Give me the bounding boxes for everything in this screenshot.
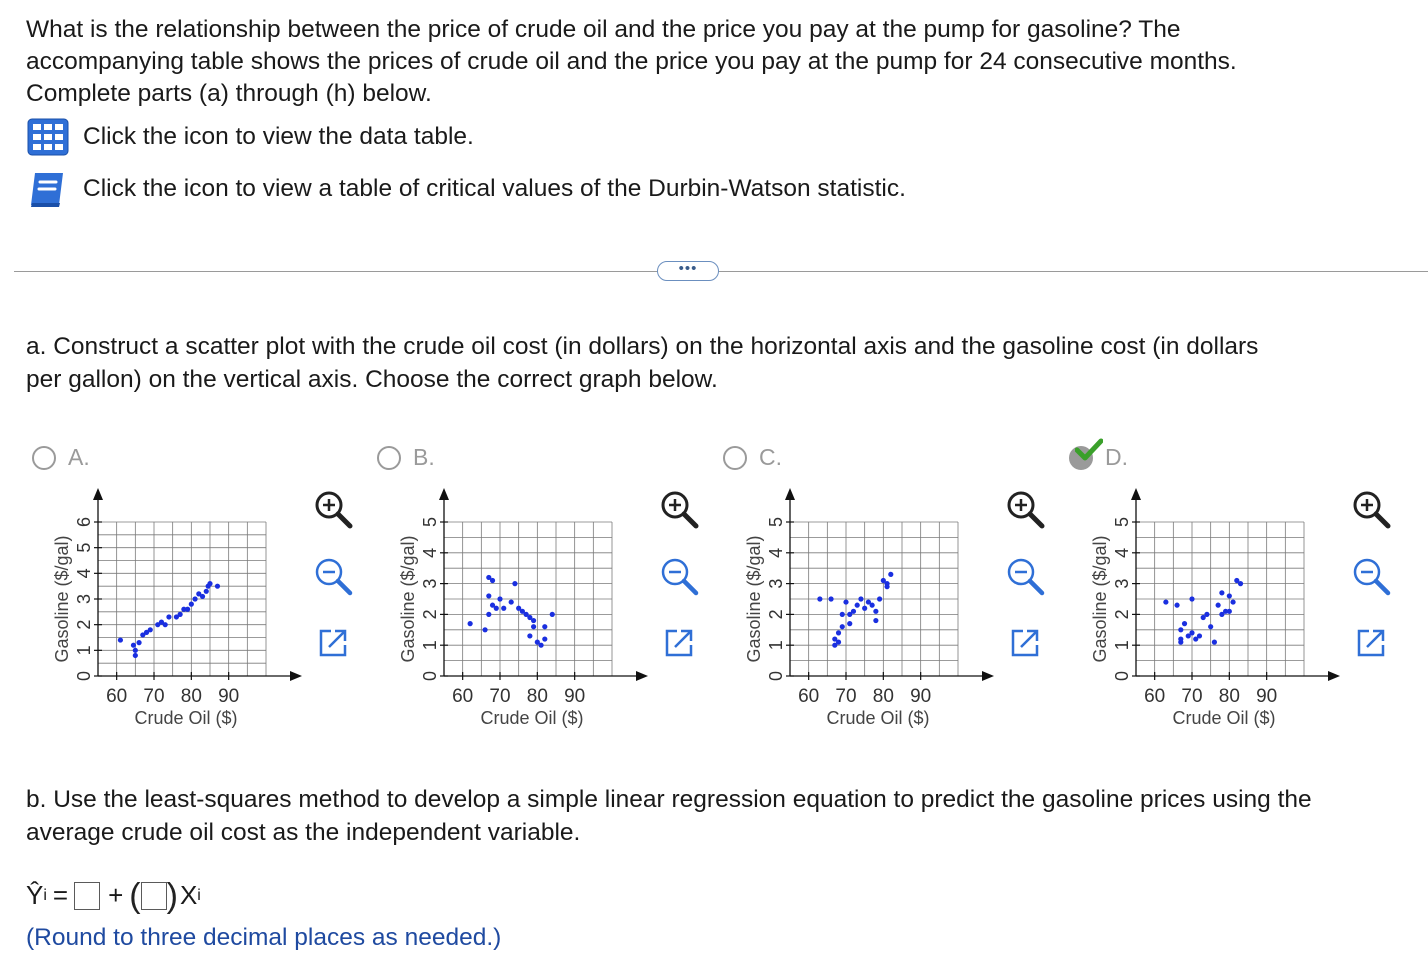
data-point: [873, 609, 878, 614]
data-point: [133, 648, 138, 653]
data-point: [497, 596, 502, 601]
rounding-note: (Round to three decimal places as needed.): [26, 924, 502, 951]
radio-a[interactable]: [32, 446, 56, 470]
x-axis-arrow: [290, 671, 302, 681]
data-point: [490, 578, 495, 583]
tools-c: [999, 483, 1055, 684]
y-tick-label: 1: [766, 640, 786, 651]
data-table-link-row[interactable]: [26, 117, 474, 157]
data-point: [855, 603, 860, 608]
y-axis-label: Gasoline ($/gal): [398, 535, 418, 663]
data-point: [531, 618, 536, 623]
data-point: [873, 618, 878, 623]
data-point: [1219, 590, 1224, 595]
data-point: [215, 584, 220, 589]
chart-option-c[interactable]: [740, 480, 1000, 745]
close-paren: ): [166, 876, 178, 915]
data-point: [840, 624, 845, 629]
data-point: [1230, 599, 1235, 604]
data-point: [136, 640, 141, 645]
equals-sign: =: [52, 880, 69, 910]
part-b-text: [26, 783, 1416, 849]
x-axis-label: Crude Oil ($): [134, 708, 238, 728]
data-point: [542, 636, 547, 641]
data-point: [877, 596, 882, 601]
zoom-in-icon[interactable]: [999, 483, 1051, 535]
check-mark-icon: [1075, 438, 1103, 462]
section-divider: [14, 271, 1428, 272]
data-point: [843, 599, 848, 604]
y-axis-arrow: [93, 488, 103, 500]
data-point: [1189, 630, 1194, 635]
data-point: [509, 599, 514, 604]
data-point: [200, 594, 205, 599]
data-point: [542, 624, 547, 629]
data-point: [1189, 596, 1194, 601]
plus-sign: +: [108, 880, 124, 910]
data-point: [486, 593, 491, 598]
zoom-in-icon[interactable]: [1345, 483, 1397, 535]
chart-svg-c[interactable]: [740, 480, 1000, 740]
pop-out-icon[interactable]: [653, 617, 705, 669]
data-point: [828, 596, 833, 601]
zoom-out-icon[interactable]: [1345, 550, 1397, 602]
y-axis-label: Gasoline ($/gal): [52, 535, 72, 663]
data-point: [189, 602, 194, 607]
y-axis-arrow: [785, 488, 795, 500]
data-point: [118, 637, 123, 642]
data-point: [486, 612, 491, 617]
grid: [444, 522, 612, 676]
x-axis-arrow: [636, 671, 648, 681]
x-tick-label: 70: [835, 686, 857, 707]
y-tick-label: 3: [74, 593, 94, 605]
regression-equation: [26, 876, 201, 915]
part-a-line-2: per gallon) on the vertical axis. Choose the correct graph below.: [26, 366, 718, 393]
data-point: [1178, 627, 1183, 632]
y-axis-label: Gasoline ($/gal): [744, 535, 764, 663]
zoom-in-icon[interactable]: [307, 483, 359, 535]
x-axis-label: Crude Oil ($): [826, 708, 930, 728]
dw-table-link-text[interactable]: Click the icon to view a table of critical values of the Durbin-Watson statistic.: [83, 175, 906, 202]
x-axis-arrow: [982, 671, 994, 681]
y-tick-label: 5: [74, 542, 94, 553]
y-tick-label: 5: [1112, 516, 1132, 528]
data-point: [817, 596, 822, 601]
part-a-line-1: a. Construct a scatter plot with the crude oil cost (in dollars) on the horizontal axis and the gasoline cost (in dollars: [26, 333, 1259, 360]
data-point: [133, 653, 138, 658]
data-point: [482, 627, 487, 632]
data-point: [1227, 593, 1232, 598]
x-tick-label: 90: [218, 686, 240, 707]
data-point: [204, 589, 209, 594]
data-point: [494, 606, 499, 611]
y-tick-label: 4: [74, 568, 94, 579]
data-point: [862, 606, 867, 611]
data-point: [178, 612, 183, 617]
y-tick-label: 0: [766, 670, 786, 682]
data-point: [531, 624, 536, 629]
more-button[interactable]: •••: [657, 261, 719, 281]
x-tick-label: 60: [798, 686, 820, 707]
dw-table-link-row[interactable]: [26, 169, 906, 209]
pop-out-icon[interactable]: [999, 617, 1051, 669]
y-subscript: i: [43, 886, 47, 904]
part-b-line-2: average crude oil cost as the independent variable.: [26, 819, 581, 846]
pop-out-icon[interactable]: [307, 617, 359, 669]
question-line-1: What is the relationship between the price of crude oil and the price you pay at the pump for gasoline? The: [26, 16, 1181, 43]
option-d[interactable]: [1069, 444, 1128, 471]
data-point: [1197, 633, 1202, 638]
y-tick-label: 1: [420, 640, 440, 651]
data-point: [163, 622, 168, 627]
data-point: [888, 572, 893, 577]
data-point: [1182, 621, 1187, 626]
option-b[interactable]: [377, 444, 435, 471]
x-tick-label: 60: [452, 686, 474, 707]
data-point: [148, 627, 153, 632]
x-axis-arrow: [1328, 671, 1340, 681]
x-tick-label: 80: [180, 686, 202, 707]
y-tick-label: 2: [74, 619, 94, 630]
x-axis-label: Crude Oil ($): [480, 708, 584, 728]
question-line-3: Complete parts (a) through (h) below.: [26, 80, 432, 107]
data-point: [192, 596, 197, 601]
option-a-label: A.: [68, 444, 90, 470]
y-tick-label: 5: [766, 516, 786, 528]
data-point: [131, 643, 136, 648]
data-point: [858, 596, 863, 601]
y-tick-label: 5: [420, 516, 440, 528]
x-tick-label: 90: [910, 686, 932, 707]
open-paren: (: [129, 876, 141, 915]
x-tick-label: 70: [489, 686, 511, 707]
option-c[interactable]: [723, 444, 782, 471]
x-tick-label: 60: [1144, 686, 1166, 707]
data-point: [550, 612, 555, 617]
y-tick-label: 4: [420, 547, 440, 558]
x-tick-label: 80: [872, 686, 894, 707]
data-point: [1178, 640, 1183, 645]
grid: [98, 522, 266, 676]
data-point: [1208, 624, 1213, 629]
radio-b[interactable]: [377, 446, 401, 470]
y-tick-label: 2: [1112, 609, 1132, 620]
data-point: [1174, 603, 1179, 608]
tools-d: [1345, 483, 1401, 684]
x-subscript: i: [197, 886, 201, 904]
zoom-in-icon[interactable]: [653, 483, 705, 535]
y-tick-label: 1: [1112, 640, 1132, 651]
data-point: [1238, 581, 1243, 586]
chart-svg-d[interactable]: [1086, 480, 1346, 740]
data-point: [1212, 640, 1217, 645]
x-tick-label: 60: [106, 686, 128, 707]
radio-c[interactable]: [723, 446, 747, 470]
data-point: [166, 614, 171, 619]
x-tick-label: 80: [526, 686, 548, 707]
y-tick-label: 6: [74, 516, 94, 528]
tools-a: [307, 483, 363, 684]
x-axis-label: Crude Oil ($): [1172, 708, 1276, 728]
option-c-label: C.: [759, 444, 782, 470]
data-point: [840, 612, 845, 617]
x-tick-label: 90: [1256, 686, 1278, 707]
y-tick-label: 4: [1112, 547, 1132, 558]
x-tick-label: 70: [1181, 686, 1203, 707]
data-point: [1204, 612, 1209, 617]
data-point: [185, 607, 190, 612]
data-point: [207, 581, 212, 586]
y-tick-label: 0: [420, 670, 440, 682]
y-tick-label: 3: [766, 578, 786, 589]
zoom-out-icon[interactable]: [999, 550, 1051, 602]
option-d-label: D.: [1105, 444, 1128, 470]
y-tick-label: 0: [74, 670, 94, 682]
option-b-label: B.: [413, 444, 435, 470]
data-point: [1216, 603, 1221, 608]
data-point: [851, 609, 856, 614]
question-text: [26, 14, 1406, 110]
slope-input[interactable]: [141, 882, 167, 910]
question-line-2: accompanying table shows the prices of crude oil and the price you pay at the pump for 24 consecutive months.: [26, 48, 1237, 75]
chart-svg-a[interactable]: [48, 480, 308, 740]
data-point: [501, 606, 506, 611]
data-point: [468, 621, 473, 626]
y-tick-label: 3: [1112, 578, 1132, 589]
data-point: [527, 633, 532, 638]
part-b-line-1: b. Use the least-squares method to develop a simple linear regression equation to predict the gasoline prices using the: [26, 786, 1312, 813]
data-point: [538, 643, 543, 648]
y-tick-label: 1: [74, 645, 94, 656]
y-tick-label: 2: [420, 609, 440, 620]
chart-option-b[interactable]: [394, 480, 654, 745]
y-tick-label: 3: [420, 578, 440, 589]
zoom-out-icon[interactable]: [653, 550, 705, 602]
x-variable: X: [179, 880, 198, 910]
y-axis-arrow: [439, 488, 449, 500]
tools-b: [653, 483, 709, 684]
data-point: [836, 640, 841, 645]
data-point: [512, 581, 517, 586]
data-point: [836, 630, 841, 635]
pop-out-icon[interactable]: [1345, 617, 1397, 669]
option-a[interactable]: [32, 444, 90, 471]
chart-option-d[interactable]: [1086, 480, 1346, 745]
data-point: [1163, 599, 1168, 604]
book-icon[interactable]: [26, 169, 70, 209]
part-a-text: [26, 330, 1386, 396]
data-table-link-text[interactable]: Click the icon to view the data table.: [83, 123, 474, 150]
y-axis-label: Gasoline ($/gal): [1090, 535, 1110, 663]
data-point: [1227, 609, 1232, 614]
chart-option-a[interactable]: [48, 480, 308, 745]
y-tick-label: 4: [766, 547, 786, 558]
y-tick-label: 2: [766, 609, 786, 620]
data-point: [870, 603, 875, 608]
x-tick-label: 80: [1218, 686, 1240, 707]
data-point: [847, 621, 852, 626]
data-point: [884, 581, 889, 586]
chart-svg-b[interactable]: [394, 480, 654, 740]
grid: [790, 522, 958, 676]
x-tick-label: 70: [143, 686, 165, 707]
y-axis-arrow: [1131, 488, 1141, 500]
data-table-icon[interactable]: [26, 117, 70, 157]
grid: [1136, 522, 1304, 676]
zoom-out-icon[interactable]: [307, 550, 359, 602]
y-tick-label: 0: [1112, 670, 1132, 682]
x-tick-label: 90: [564, 686, 586, 707]
y-hat: Ŷ: [26, 880, 44, 910]
radio-d[interactable]: [1069, 446, 1093, 470]
intercept-input[interactable]: [74, 882, 100, 910]
